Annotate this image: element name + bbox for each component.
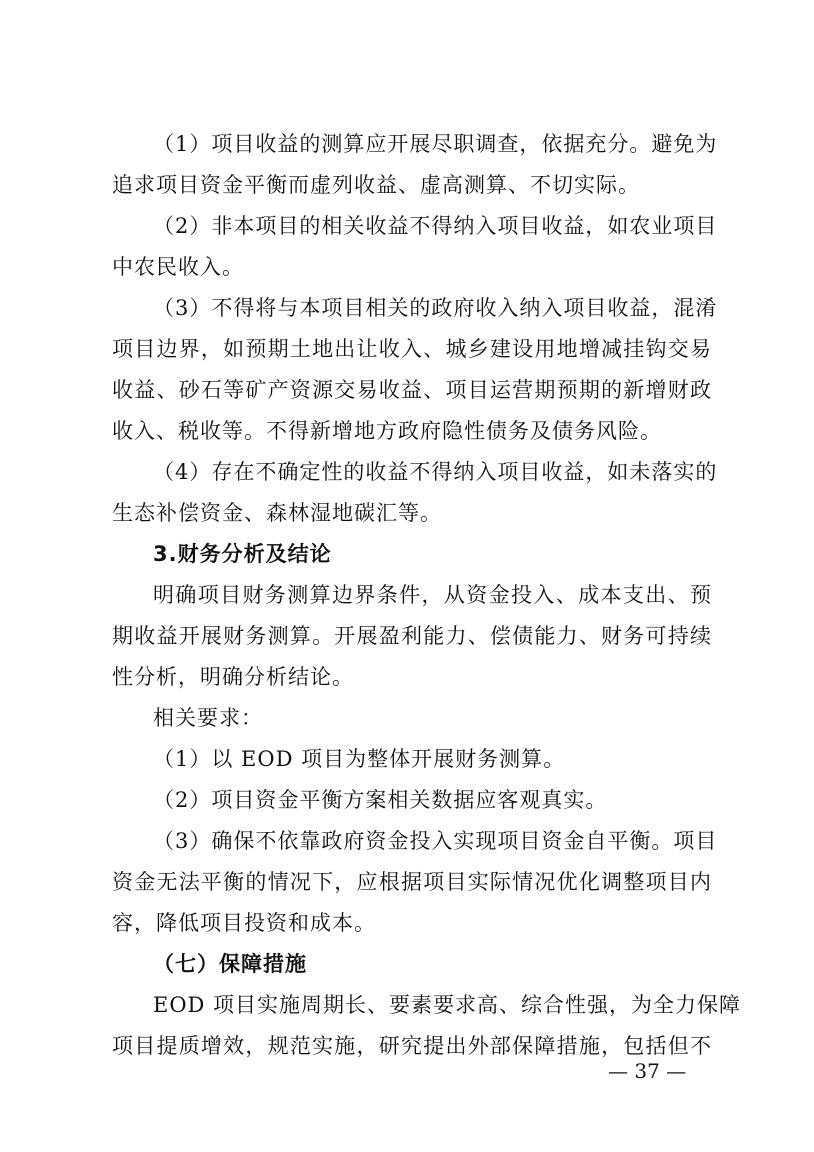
paragraph-line: 明确项目财务测算边界条件，从资金投入、成本支出、预 <box>153 583 712 607</box>
paragraph-line: （1）项目收益的测算应开展尽职调查，依据充分。避免为 <box>153 132 718 156</box>
paragraph-line: （1）以 EOD 项目为整体开展财务测算。 <box>153 747 566 771</box>
paragraph-line: 容，降低项目投资和成本。 <box>112 911 376 935</box>
paragraph-line: 相关要求： <box>153 706 263 730</box>
paragraph-line: 追求项目资金平衡而虚列收益、虚高测算、不切实际。 <box>112 173 640 197</box>
paragraph-line: 收入、税收等。不得新增地方政府隐性债务及债务风险。 <box>112 419 662 443</box>
paragraph-line: 性分析，明确分析结论。 <box>112 665 354 689</box>
paragraph-line: 项目提质增效，规范实施，研究提出外部保障措施，包括但不 <box>112 1034 712 1058</box>
paragraph-line: EOD 项目实施周期长、要素要求高、综合性强，为全力保障 <box>153 993 742 1017</box>
paragraph-line: （4）存在不确定性的收益不得纳入项目收益，如未落实的 <box>153 460 718 484</box>
paragraph-line: 期收益开展财务测算。开展盈利能力、偿债能力、财务可持续 <box>112 624 712 648</box>
section-heading: （七）保障措施 <box>153 952 307 976</box>
section-heading: 3.财务分析及结论 <box>153 542 332 566</box>
paragraph-line: （3）确保不依靠政府资金投入实现项目资金自平衡。项目 <box>153 829 718 853</box>
paragraph-line: （2）项目资金平衡方案相关数据应客观真实。 <box>153 788 608 812</box>
paragraph-line: 项目边界，如预期土地出让收入、城乡建设用地增减挂钩交易 <box>112 337 712 361</box>
paragraph-line: 中农民收入。 <box>112 255 244 279</box>
paragraph-line: 生态补偿资金、森林湿地碳汇等。 <box>112 501 442 525</box>
paragraph-line: 收益、砂石等矿产资源交易收益、项目运营期预期的新增财政 <box>112 378 712 402</box>
paragraph-line: 资金无法平衡的情况下，应根据项目实际情况优化调整项目内 <box>112 870 712 894</box>
page-number: — 37 — <box>608 1059 687 1083</box>
paragraph-line: （2）非本项目的相关收益不得纳入项目收益，如农业项目 <box>153 214 718 238</box>
paragraph-line: （3）不得将与本项目相关的政府收入纳入项目收益，混淆 <box>153 296 718 320</box>
